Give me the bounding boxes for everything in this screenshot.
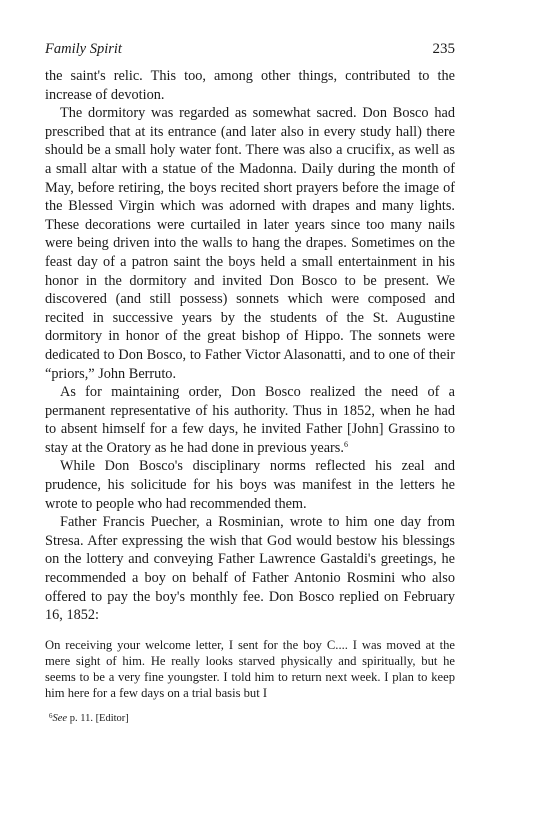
body-text bbox=[45, 67, 455, 625]
footnote-reference: 6 bbox=[343, 439, 348, 449]
paragraph-3-text: As for maintaining order, Don Bosco realized the need of a permanent representative of his authority. Thus in 1852, when he had to absent himself for a few days, he invited Father [John] Grassino to stay at the Oratory as he had done in previous years. bbox=[45, 384, 455, 456]
paragraph-5: Father Francis Puecher, a Rosminian, wrote to him one day from Stresa. After expressing the wish that God would bestow his blessings on the lottery and conveying Father Lawrence Gastaldi's greetings, he recommended a boy on behalf of Father Antonio Rosmini who also offered to pay the boy's monthly fee. Don Bosco replied on February 16, 1852: bbox=[45, 514, 455, 624]
letter-quote bbox=[45, 637, 455, 702]
paragraph-3 bbox=[45, 383, 455, 457]
quote-text: On receiving your welcome letter, I sent for the boy C.... I was moved at the mere sight of him. He really looks starved physically and spiritually, but he seems to be a very fine youngster. I told him to return next week. I plan to keep him here for a few days on a trial basis but I bbox=[45, 637, 455, 701]
page-number: 235 bbox=[432, 41, 455, 57]
footnote-ref: p. 11. [Editor] bbox=[67, 712, 129, 724]
paragraph-2: The dormitory was regarded as somewhat sacred. Don Bosco had prescribed that at its entrance (and later also in every study hall) there should be a small holy water font. There was also a crucifix, as well as a small altar with a statue of the Madonna. Daily during the month of May, before retiring, the boys recited short prayers before the image of the Blessed Virgin which was adorned with drapes and many lights. These decorations were curtailed in later years since too many nails were being driven into the walls to hang the drapes. Sometimes on the feast day of a patron saint the boys held a small entertainment in his honor in the dormitory and invited Don Bosco to be present. We discovered (and still possess) sonnets which were composed and recited in successive years by the students of the St. Augustine dormitory in honor of the great bishop of Hippo. The sonnets were dedicated to Don Bosco, to Father Victor Alasonatti, and to one of their “priors,” John Berruto. bbox=[45, 105, 455, 382]
footnote-marker: 6 bbox=[49, 711, 53, 720]
book-page bbox=[45, 40, 455, 725]
paragraph-4: While Don Bosco's disciplinary norms reflected his zeal and prudence, his solicitude for his boys was manifest in the letters he wrote to people who had recommended them. bbox=[45, 458, 455, 512]
section-title: Family Spirit bbox=[45, 41, 122, 57]
footnote bbox=[45, 712, 455, 725]
running-head bbox=[45, 40, 455, 58]
footnote-see: See bbox=[52, 712, 68, 724]
paragraph-1: the saint's relic. This too, among other things, contributed to the increase of devotion. bbox=[45, 68, 455, 103]
